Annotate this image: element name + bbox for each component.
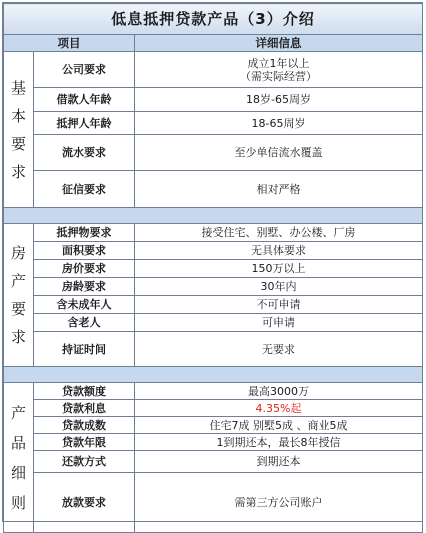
- row-label: 含未成年人: [34, 296, 135, 314]
- row-label: 含老人: [34, 314, 135, 332]
- row-value: 1到期还本，最长8年授信: [135, 434, 423, 451]
- product-table-frame: [2, 2, 423, 522]
- row-value: 到期还本: [135, 451, 423, 473]
- row-value: 相对严格: [135, 171, 423, 208]
- row-label: 面积要求: [34, 242, 135, 260]
- row-value: 最高3000万: [135, 383, 423, 400]
- row-value: 接受住宅、别墅、办公楼、厂房: [135, 224, 423, 242]
- row-value: 可申请: [135, 314, 423, 332]
- section-divider: [4, 367, 423, 383]
- row-label: 贷款利息: [34, 400, 135, 417]
- value-line: （需实际经营）: [240, 69, 318, 83]
- row-label: 流水要求: [34, 135, 135, 171]
- section-divider: [4, 208, 423, 224]
- category-product: [4, 383, 34, 533]
- product-table: [3, 3, 423, 533]
- row-value: 需第三方公司账户: [135, 473, 423, 533]
- category-property: [4, 224, 34, 367]
- row-label: 抵押物要求: [34, 224, 135, 242]
- header-item: 项目: [4, 35, 135, 52]
- row-label: 公司要求: [34, 52, 135, 88]
- row-value: 无具体要求: [135, 242, 423, 260]
- row-label: 征信要求: [34, 171, 135, 208]
- row-label: 抵押人年龄: [34, 112, 135, 135]
- row-value: 住宅7成 别墅5成 、商业5成: [135, 417, 423, 434]
- row-label: 贷款年限: [34, 434, 135, 451]
- category-label: 基本要求: [11, 78, 27, 181]
- row-label: 持证时间: [34, 332, 135, 367]
- row-value: [135, 52, 423, 88]
- row-value-highlight: 4.35%起: [135, 400, 423, 417]
- table-title: 低息抵押贷款产品（3）介绍: [4, 4, 423, 35]
- category-basic: [4, 52, 34, 208]
- row-label: 贷款成数: [34, 417, 135, 434]
- row-value: 18岁-65周岁: [135, 88, 423, 112]
- row-label: 房价要求: [34, 260, 135, 278]
- row-label: 还款方式: [34, 451, 135, 473]
- row-value: 30年内: [135, 278, 423, 296]
- row-label: 借款人年龄: [34, 88, 135, 112]
- row-label: 房龄要求: [34, 278, 135, 296]
- row-value: 18-65周岁: [135, 112, 423, 135]
- row-label: 放款要求: [34, 473, 135, 533]
- row-value: 无要求: [135, 332, 423, 367]
- row-label: 贷款额度: [34, 383, 135, 400]
- row-value: 至少单信流水覆盖: [135, 135, 423, 171]
- row-value: 不可申请: [135, 296, 423, 314]
- category-label: 产品细则: [11, 403, 27, 512]
- header-detail: 详细信息: [135, 35, 423, 52]
- row-value: 150万以上: [135, 260, 423, 278]
- category-label: 房产要求: [11, 244, 27, 346]
- value-line: 成立1年以上: [247, 56, 310, 70]
